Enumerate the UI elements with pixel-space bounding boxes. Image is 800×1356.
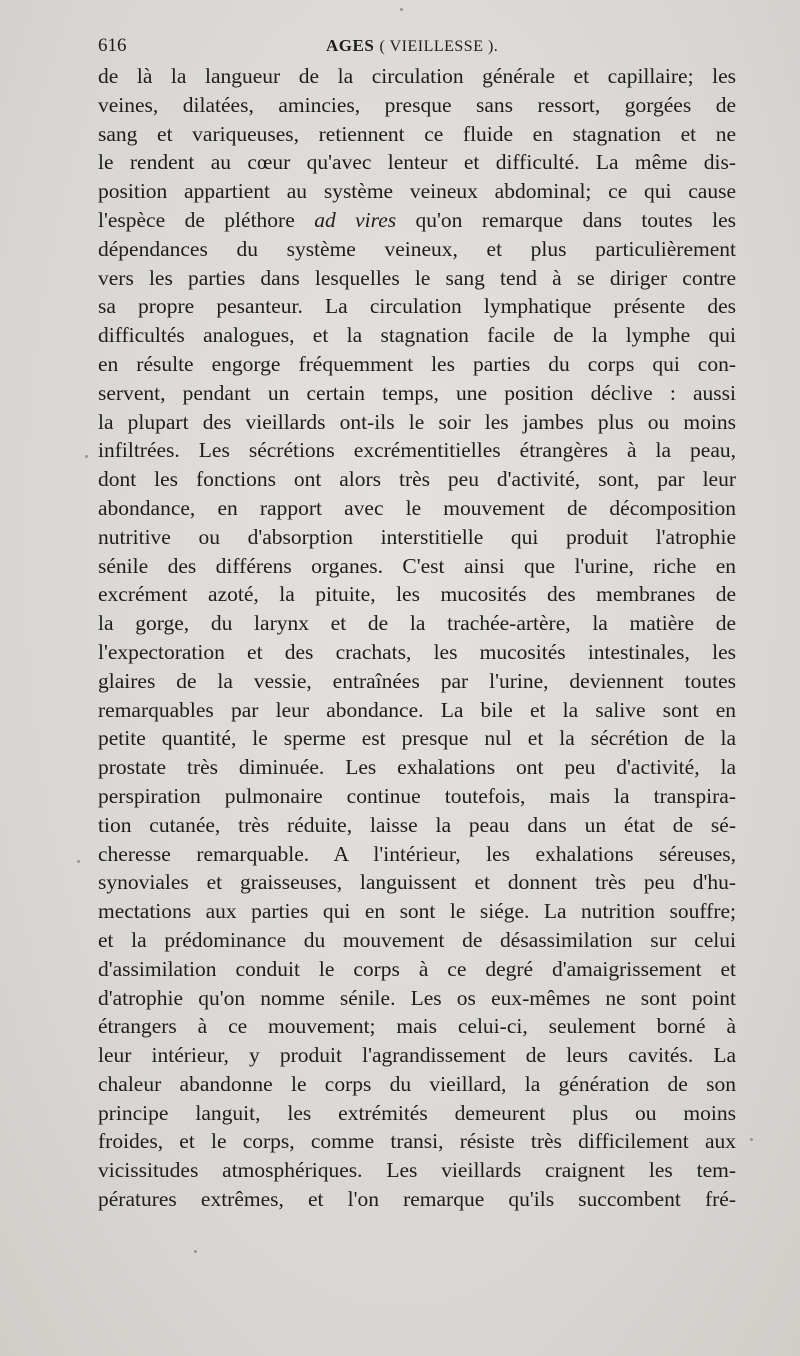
text-line: glaires de la vessie, entraînées par l'urine, deviennent toutes [98, 668, 736, 693]
page-number: 616 [98, 35, 127, 56]
text-line: infiltrées. Les sécrétions excrémentitielles étrangères à la peau, [98, 438, 736, 463]
text-line: petite quantité, le sperme est presque nul et la sécrétion de la [98, 726, 736, 751]
text-line: vers les parties dans lesquelles le sang tend à se diriger contre [98, 265, 736, 290]
text-line: tion cutanée, très réduite, laisse la peau dans un état de sé- [98, 812, 736, 837]
text-line: cheresse remarquable. A l'intérieur, les exhalations séreuses, [98, 841, 736, 866]
text-line: leur intérieur, y produit l'agrandissement de leurs cavités. La [98, 1043, 736, 1068]
paper-speck [77, 860, 80, 863]
text-line: pératures extrêmes, et l'on remarque qu'ils succombent fré- [98, 1187, 736, 1212]
running-head [98, 32, 738, 60]
text-line: l'expectoration et des crachats, les mucosités intestinales, les [98, 639, 736, 664]
text-line: dont les fonctions ont alors très peu d'activité, sont, par leur [98, 467, 736, 492]
text-line: nutritive ou d'absorption interstitielle qui produit l'atrophie [98, 524, 736, 549]
text-line: remarquables par leur abondance. La bile et la salive sont en [98, 697, 736, 722]
text-line: froides, et le corps, comme transi, résiste très difficilement aux [98, 1129, 736, 1154]
text-line: dépendances du système veineux, et plus particulièrement [98, 236, 736, 261]
paper-speck [400, 8, 403, 11]
text-line: sénile des différens organes. C'est ainsi que l'urine, riche en [98, 553, 736, 578]
text-line: servent, pendant un certain temps, une position déclive : aussi [98, 380, 736, 405]
text-line: prostate très diminuée. Les exhalations ont peu d'activité, la [98, 755, 736, 780]
text-line: position appartient au système veineux abdominal; ce qui cause [98, 179, 736, 204]
text-line: d'assimilation conduit le corps à ce degré d'amaigrissement et [98, 956, 736, 981]
text-line: l'espèce de pléthore ad vires qu'on remarque dans toutes les [98, 207, 736, 232]
text-line: difficultés analogues, et la stagnation facile de la lymphe qui [98, 323, 736, 348]
text-line: principe languit, les extrémités demeurent plus ou moins [98, 1100, 736, 1125]
running-title-main: AGES [326, 36, 375, 55]
italic-phrase: ad vires [314, 207, 397, 232]
text-line: veines, dilatées, amincies, presque sans ressort, gorgées de [98, 92, 736, 117]
text-line: et la prédominance du mouvement de désassimilation sur celui [98, 927, 736, 952]
running-title-sub: ( VIEILLESSE ). [379, 38, 499, 55]
text-line: synoviales et graisseuses, languissent et donnent très peu d'hu- [98, 870, 736, 895]
text-line: en résulte engorge fréquemment les parties du corps qui con- [98, 351, 736, 376]
text-line: la gorge, du larynx et de la trachée-artère, la matière de [98, 611, 736, 636]
running-title [326, 32, 498, 61]
text-line: sa propre pesanteur. La circulation lymphatique présente des [98, 294, 736, 319]
text-line: abondance, en rapport avec le mouvement de décomposition [98, 495, 736, 520]
paper-speck [194, 1250, 197, 1253]
paper-speck [85, 455, 88, 458]
text-line: perspiration pulmonaire continue toutefois, mais la transpira- [98, 783, 736, 808]
text-line: la plupart des vieillards ont-ils le soir les jambes plus ou moins [98, 409, 736, 434]
text-line: d'atrophie qu'on nomme sénile. Les os eux-mêmes ne sont point [98, 985, 736, 1010]
text-line: excrément azoté, la pituite, les mucosités des membranes de [98, 582, 736, 607]
text-line: de là la langueur de la circulation générale et capillaire; les [98, 64, 736, 88]
text-line: étrangers à ce mouvement; mais celui-ci, seulement borné à [98, 1014, 736, 1039]
text-line: mectations aux parties qui en sont le siége. La nutrition souffre; [98, 899, 736, 924]
text-line: chaleur abandonne le corps du vieillard, la génération de son [98, 1071, 736, 1096]
paper-speck [750, 1138, 753, 1141]
text-line: le rendent au cœur qu'avec lenteur et difficulté. La même dis- [98, 150, 736, 175]
text-line: vicissitudes atmosphériques. Les vieillards craignent les tem- [98, 1158, 736, 1183]
body-text [98, 62, 736, 1214]
text-line: sang et variqueuses, retiennent ce fluide en stagnation et ne [98, 121, 736, 146]
